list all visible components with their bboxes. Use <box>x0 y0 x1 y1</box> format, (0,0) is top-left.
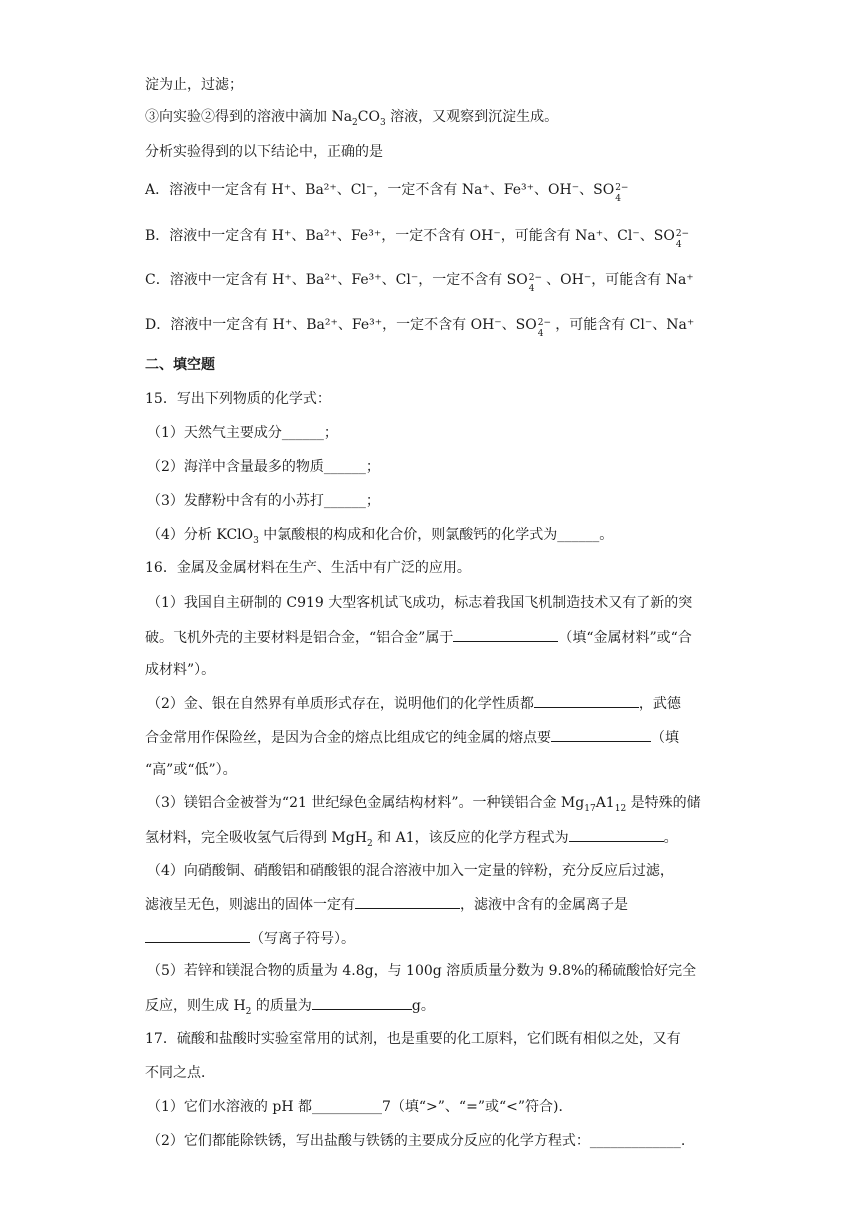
text-line: 淀为止，过滤； <box>145 77 243 93</box>
text-segment: 合金常用作保险丝，是因为合金的熔点比组成它的纯金属的熔点要 <box>145 730 551 746</box>
text-segment: （写离子符号）。 <box>250 931 355 947</box>
subscript: 2 <box>366 838 373 849</box>
q16-stem: 16．金属及金属材料在生产、生活中有广泛的应用。 <box>145 560 471 576</box>
subscript: 3 <box>379 117 386 128</box>
option-d[interactable] <box>145 315 720 339</box>
q16-part-1-line-3: 成材料”）。 <box>145 662 216 678</box>
superscript: 2− <box>675 229 690 239</box>
sulfate-ion-charge <box>675 226 690 250</box>
answer-blank[interactable] <box>569 827 664 842</box>
text-segment: 中氯酸根的构成和化合价，则氯酸钙的化学式为______。 <box>258 527 614 543</box>
text-segment: ③向实验②得到的溶液中滴加 Na <box>145 109 353 125</box>
sulfate-ion-charge <box>614 180 629 204</box>
text-segment: 氢材料，完全吸收氢气后得到 MgH <box>145 830 367 846</box>
q15-part-3: （3）发酵粉中含有的小苏打______； <box>147 493 380 509</box>
superscript: 2− <box>537 318 552 328</box>
sulfate-ion-charge <box>537 315 552 339</box>
q16-part-3-line-2 <box>145 827 720 848</box>
q17-part-2: （2）它们都能除铁锈，写出盐酸与铁锈的主要成分反应的化学方程式：_____________. <box>147 1133 686 1149</box>
q17-stem-line-2: 不同之点． <box>145 1065 215 1081</box>
answer-blank[interactable] <box>312 995 412 1010</box>
option-a-text: A．溶液中一定含有 H⁺、Ba²⁺、Cl⁻，一定不含有 Na⁺、Fe³⁺、OH⁻、SO <box>145 182 615 198</box>
subscript: 2 <box>245 1006 252 1017</box>
text-segment: ，武德 <box>638 696 681 712</box>
text-segment: 和 A1，该反应的化学方程式为 <box>372 830 569 846</box>
sulfate-ion-charge <box>528 270 543 294</box>
q17-part-1: （1）它们水溶液的 pH 都__________7（填“>”、“=”或“<”符合)． <box>147 1099 573 1115</box>
answer-blank[interactable] <box>551 727 651 742</box>
text-segment: 的质量为 <box>251 998 312 1014</box>
answer-blank[interactable] <box>453 627 558 642</box>
option-c-text: C．溶液中一定含有 H⁺、Ba²⁺、Fe³⁺、Cl⁻，一定不含有 SO <box>145 272 528 288</box>
superscript: 2− <box>528 273 543 283</box>
q16-part-4-line-1: （4）向硝酸铜、硝酸铝和硝酸银的混合溶液中加入一定量的锌粉，充分反应后过滤， <box>147 863 674 879</box>
subscript: 12 <box>614 803 627 814</box>
text-segment: 溶液，又观察到沉淀生成。 <box>385 109 559 125</box>
subscript: 4 <box>537 329 544 339</box>
text-segment: 。 <box>663 830 678 846</box>
option-d-text-tail: ，可能含有 Cl⁻、Na⁺ <box>550 317 695 333</box>
text-segment: 破。飞机外壳的主要材料是铝合金，“铝合金”属于 <box>145 630 454 646</box>
q16-part-4-line-3 <box>145 928 720 949</box>
subscript: 2 <box>352 117 358 128</box>
text-segment: （4）分析 KClO <box>147 527 254 543</box>
text-segment: A1 <box>595 795 615 811</box>
option-d-text: D．溶液中一定含有 H⁺、Ba²⁺、Fe³⁺，一定不含有 OH⁻、SO <box>145 317 537 333</box>
q17-stem-line-1: 17．硫酸和盐酸时实验室常用的试剂，也是重要的化工原料，它们既有相似之处，又有 <box>145 1031 681 1047</box>
text-segment: （填“金属材料”或“合 <box>558 630 692 646</box>
step-3-line <box>145 107 720 127</box>
q16-part-1-line-2 <box>145 627 720 648</box>
question-prompt: 分析实验得到的以下结论中，正确的是 <box>145 144 383 160</box>
subscript: 3 <box>253 535 259 546</box>
q16-part-5-line-1: （5）若锌和镁混合物的质量为 4.8g，与 100g 溶质质量分数为 9.8%的稀硫酸恰好完全 <box>147 963 697 979</box>
q16-part-5-line-2 <box>145 995 720 1016</box>
text-segment: g。 <box>411 998 435 1014</box>
subscript: 4 <box>675 240 682 250</box>
option-c[interactable] <box>145 270 720 294</box>
text-segment: 是特殊的储 <box>626 795 701 811</box>
option-b[interactable] <box>145 226 720 250</box>
q16-part-2-line-1 <box>147 693 720 714</box>
text-segment: （3）镁铝合金被誉为“21 世纪绿色金属结构材料”。一种镁铝合金 Mg <box>147 795 585 811</box>
q16-part-2-line-2 <box>145 727 720 748</box>
answer-blank[interactable] <box>355 894 460 909</box>
subscript: 17 <box>584 803 596 814</box>
q15-part-4 <box>147 525 720 545</box>
superscript: 2− <box>615 183 629 193</box>
text-segment: CO <box>357 109 380 125</box>
q15-part-2: （2）海洋中含量最多的物质______； <box>147 459 380 475</box>
text-segment: 反应，则生成 H <box>145 998 246 1014</box>
option-c-text-tail: 、OH⁻，可能含有 Na⁺ <box>541 272 694 288</box>
option-a[interactable] <box>145 180 720 204</box>
answer-blank[interactable] <box>534 693 639 708</box>
subscript: 4 <box>528 284 535 294</box>
text-segment: （填 <box>651 730 679 746</box>
q15-stem: 15．写出下列物质的化学式： <box>145 391 331 407</box>
text-segment: （2）金、银在自然界有单质形式存在，说明他们的化学性质都 <box>147 696 534 712</box>
text-segment: 滤液呈无色，则滤出的固体一定有 <box>145 897 355 913</box>
q16-part-2-line-3: “高”或“低”）。 <box>145 762 237 778</box>
text-segment: ，滤液中含有的金属离子是 <box>460 897 628 913</box>
q15-part-1: （1）天然气主要成分______； <box>147 425 338 441</box>
q16-part-3-line-1 <box>147 793 720 813</box>
option-b-text: B．溶液中一定含有 H⁺、Ba²⁺、Fe³⁺，一定不含有 OH⁻，可能含有 Na⁺、Cl⁻、SO <box>145 228 675 244</box>
section-heading: 二、填空题 <box>145 357 215 373</box>
q16-part-1-line-1: （1）我国自主研制的 C919 大型客机试飞成功，标志着我国飞机制造技术又有了新的突 <box>147 595 693 611</box>
answer-blank[interactable] <box>145 928 250 943</box>
q16-part-4-line-2 <box>145 894 720 915</box>
subscript: 4 <box>615 194 621 204</box>
